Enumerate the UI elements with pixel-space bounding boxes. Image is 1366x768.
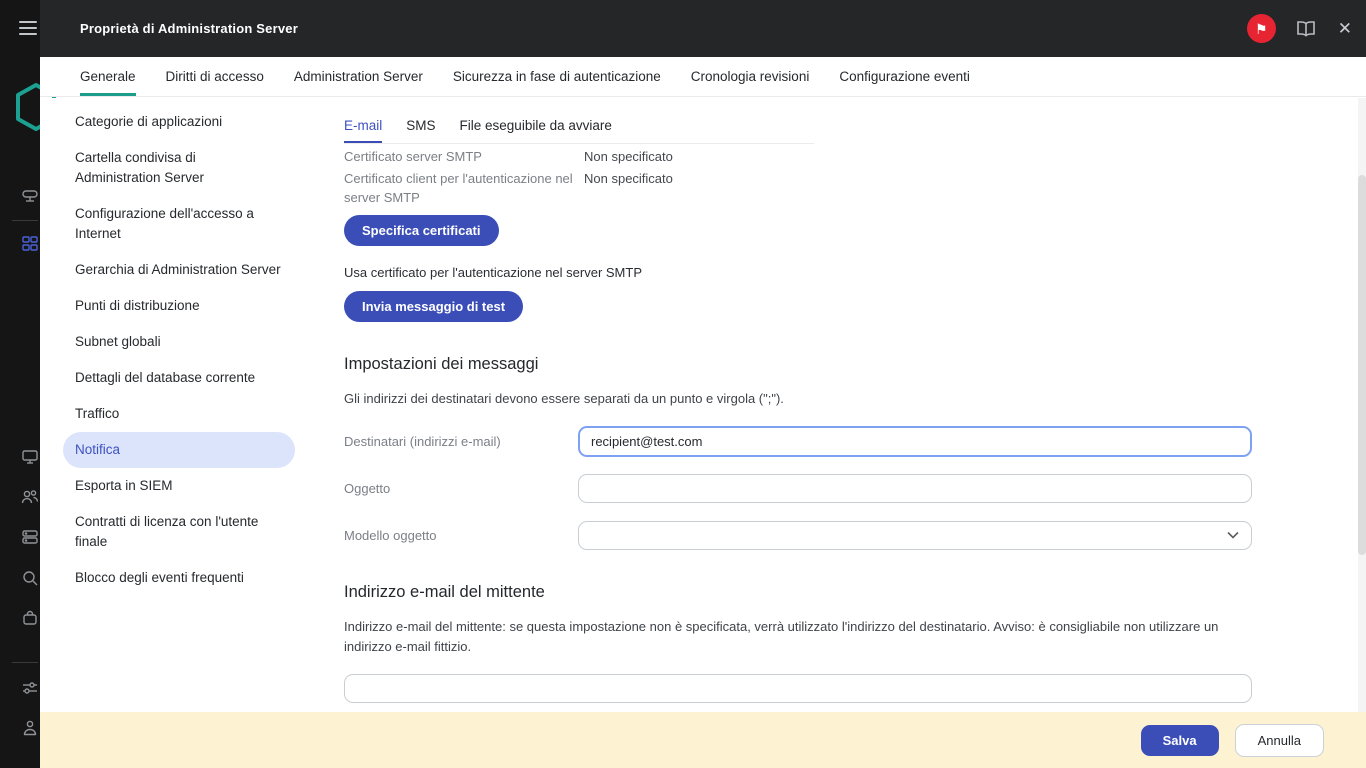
specify-certificates-button[interactable]: Specifica certificati <box>344 215 499 246</box>
smtp-client-certificate-label: Certificato client per l'autenticazione nel server SMTP <box>344 171 573 205</box>
sidebar-item-subnet-globali[interactable]: Subnet globali <box>75 334 161 349</box>
properties-dialog <box>40 0 1366 768</box>
footer-action-bar <box>40 712 1366 768</box>
store-bag-icon[interactable] <box>20 608 40 628</box>
sidebar-item-esporta-siem[interactable]: Esporta in SIEM <box>75 478 173 493</box>
tab-configurazione-eventi[interactable]: Configurazione eventi <box>839 68 970 84</box>
sidebar-item-gerarchia[interactable]: Gerarchia di Administration Server <box>75 262 281 277</box>
rail-divider <box>12 662 38 663</box>
recipients-label: Destinatari (indirizzi e-mail) <box>344 434 501 449</box>
subject-template-label: Modello oggetto <box>344 528 437 543</box>
subject-template-select[interactable] <box>578 521 1252 550</box>
dialog-title: Proprietà di Administration Server <box>80 21 298 36</box>
vertical-scrollbar-thumb[interactable] <box>1358 175 1366 555</box>
rail-divider <box>12 220 38 221</box>
sidebar-item-categorie-applicazioni[interactable]: Categorie di applicazioni <box>75 114 223 129</box>
recipients-separator-hint: Gli indirizzi dei destinatari devono essere separati da un punto e virgola (";"). <box>344 391 784 406</box>
smtp-client-certificate-row <box>344 169 1252 207</box>
tab-administration-server[interactable]: Administration Server <box>293 68 423 84</box>
monitor-icon[interactable] <box>20 447 40 467</box>
sender-email-input[interactable] <box>344 674 1252 703</box>
monitoring-icon[interactable] <box>20 186 40 206</box>
send-test-message-button[interactable]: Invia messaggio di test <box>344 291 523 322</box>
search-icon[interactable] <box>20 568 40 588</box>
recipients-input[interactable] <box>578 426 1252 457</box>
help-book-icon[interactable] <box>1296 21 1316 37</box>
smtp-server-certificate-label: Certificato server SMTP <box>344 149 482 164</box>
settings-sliders-icon[interactable] <box>20 678 40 698</box>
users-icon[interactable] <box>20 487 40 507</box>
main-tabbar <box>40 57 1366 97</box>
sidebar-item-contratti-licenza[interactable]: Contratti di licenza con l'utente finale <box>75 514 259 549</box>
sidebar-item-dettagli-database[interactable]: Dettagli del database corrente <box>75 370 256 385</box>
user-account-icon[interactable] <box>20 718 40 738</box>
sidebar-item-cartella-condivisa[interactable]: Cartella condivisa di Administration Server <box>75 150 205 185</box>
save-button[interactable]: Salva <box>1141 725 1219 756</box>
sidebar-item-notifica[interactable]: Notifica <box>63 432 295 468</box>
sidebar-item-accesso-internet[interactable]: Configurazione dell'accesso a Internet <box>75 206 254 241</box>
subtab-file-eseguibile[interactable]: File eseguibile da avviare <box>459 118 612 133</box>
notifications-flag-icon[interactable]: ⚑ <box>1247 14 1276 43</box>
tab-diritti-di-accesso[interactable]: Diritti di accesso <box>165 68 264 84</box>
chevron-down-icon <box>1227 531 1239 539</box>
tab-generale[interactable]: Generale <box>80 57 136 96</box>
sidebar-item-traffico[interactable]: Traffico <box>75 406 120 421</box>
use-certificate-note: Usa certificato per l'autenticazione nel server SMTP <box>344 265 642 280</box>
cancel-button[interactable]: Annulla <box>1235 724 1324 757</box>
subject-template-field-row <box>344 521 1252 550</box>
dialog-content <box>40 98 1366 768</box>
smtp-server-certificate-row <box>344 147 1252 166</box>
tab-sicurezza-autenticazione[interactable]: Sicurezza in fase di autenticazione <box>452 68 661 84</box>
dialog-titlebar <box>40 0 1366 57</box>
recipients-field-row <box>344 427 1252 456</box>
sender-email-hint: Indirizzo e-mail del mittente: se questa impostazione non è specificata, verrà utilizzato l'indirizzo del destinatario. Avviso: è consigliabile non utilizzare un indirizzo e-mail fittizio. <box>344 619 1219 654</box>
messages-section-title: Impostazioni dei messaggi <box>344 355 539 373</box>
subtab-sms[interactable]: SMS <box>406 118 436 133</box>
titlebar-actions <box>1247 0 1354 57</box>
smtp-server-certificate-value: Non specificato <box>584 149 673 164</box>
settings-sidebar <box>63 104 315 596</box>
devices-grid-icon[interactable] <box>20 234 40 254</box>
sender-section-title: Indirizzo e-mail del mittente <box>344 583 545 601</box>
hamburger-menu-icon[interactable] <box>19 21 37 39</box>
notification-subtabs <box>344 118 814 144</box>
servers-icon[interactable] <box>20 527 40 547</box>
sidebar-item-punti-distribuzione[interactable]: Punti di distribuzione <box>75 298 200 313</box>
subject-input[interactable] <box>578 474 1252 503</box>
sidebar-item-blocco-eventi[interactable]: Blocco degli eventi frequenti <box>75 570 244 585</box>
subject-label: Oggetto <box>344 481 391 496</box>
subject-field-row <box>344 474 1252 503</box>
tab-cronologia-revisioni[interactable]: Cronologia revisioni <box>690 68 810 84</box>
subtab-email[interactable]: E-mail <box>344 118 382 143</box>
smtp-client-certificate-value: Non specificato <box>584 171 673 186</box>
notification-settings-panel <box>344 98 1252 768</box>
close-icon[interactable]: ✕ <box>1337 18 1352 38</box>
